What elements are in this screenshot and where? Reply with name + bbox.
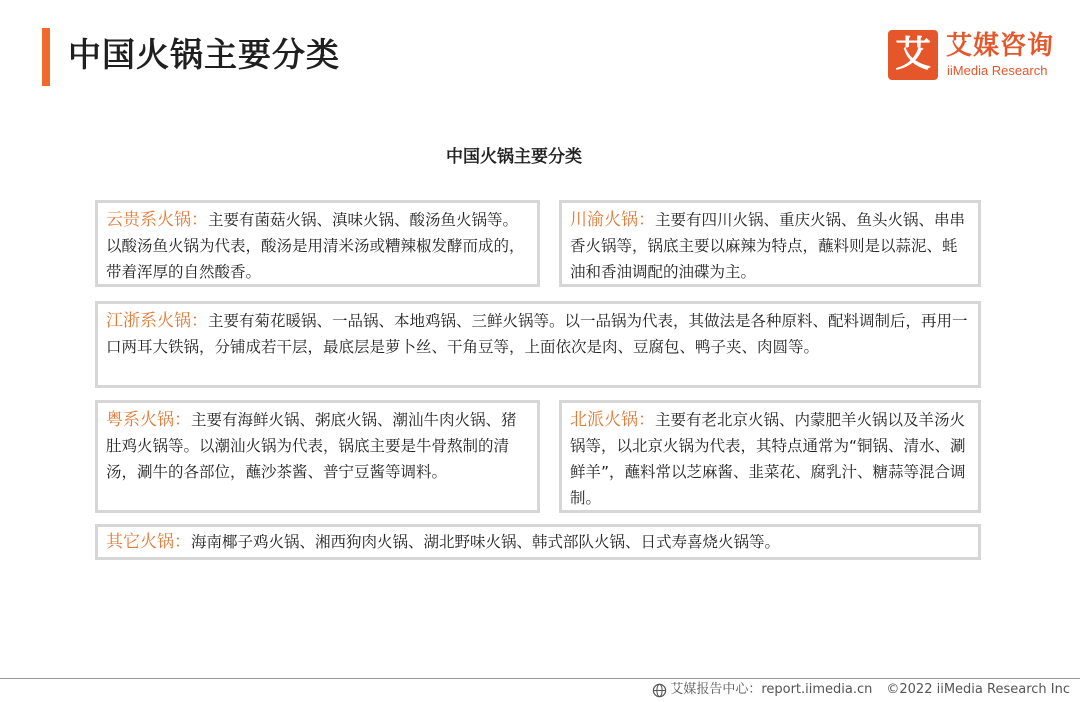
logo-chinese-name: 艾媒咨询 — [946, 31, 1055, 61]
category-label: 北派火锅： — [570, 410, 655, 430]
globe-icon — [652, 683, 667, 698]
category-box-chuanyu — [559, 200, 981, 287]
category-box-yue — [95, 400, 540, 513]
footer — [652, 680, 1070, 700]
category-text: 主要有四川火锅、重庆火锅、鱼头火锅、串串香火锅等，锅底主要以麻辣为特点，蘸料则是以蒜泥、蚝油和香油调配的油碟为主。 — [570, 211, 966, 281]
category-label: 其它火锅： — [106, 532, 191, 552]
category-label: 川渝火锅： — [570, 210, 655, 230]
iimedia-logo — [888, 30, 1063, 80]
title-accent-bar — [42, 28, 50, 86]
category-box-jiangzhe — [95, 301, 981, 388]
category-label: 粤系火锅： — [106, 410, 191, 430]
footer-copyright: ©2022 iiMedia Research Inc — [886, 682, 1070, 697]
page-title: 中国火锅主要分类 — [68, 35, 340, 74]
category-text: 主要有菌菇火锅、滇味火锅、酸汤鱼火锅等。以酸汤鱼火锅为代表，酸汤是用清米汤或糟辣椒发酵而成的，带着浑厚的自然酸香。 — [106, 211, 525, 281]
logo-english-name: iiMedia Research — [947, 63, 1048, 78]
category-box-yungui — [95, 200, 540, 287]
logo-mark-icon: 艾 — [888, 30, 938, 80]
category-text: 海南椰子鸡火锅、湘西狗肉火锅、湖北野味火锅、韩式部队火锅、日式寿喜烧火锅等。 — [191, 533, 781, 551]
category-text: 主要有老北京火锅、内蒙肥羊火锅以及羊汤火锅等，以北京火锅为代表，其特点通常为“铜锅、清水、涮鲜羊”，蘸料常以芝麻酱、韭菜花、腐乳汁、糖蒜等混合调制。 — [570, 411, 966, 507]
category-box-beipai — [559, 400, 981, 513]
category-text: 主要有菊花暖锅、一品锅、本地鸡锅、三鲜火锅等。以一品锅为代表，其做法是各种原料、配料调制后，再用一口两耳大铁锅，分铺成若干层，最底层是萝卜丝、干角豆等，上面依次是肉、豆腐包、鸭子夹、肉圆等。 — [106, 312, 968, 356]
content-title: 中国火锅主要分类 — [446, 147, 582, 167]
category-box-other — [95, 524, 981, 560]
category-label: 云贵系火锅： — [106, 210, 208, 230]
category-label: 江浙系火锅： — [106, 311, 208, 331]
footer-source: 艾媒报告中心：report.iimedia.cn — [670, 682, 873, 697]
category-text: 主要有海鲜火锅、粥底火锅、潮汕牛肉火锅、猪肚鸡火锅等。以潮汕火锅为代表，锅底主要是牛骨熬制的清汤，涮牛的各部位，蘸沙茶酱、普宁豆酱等调料。 — [106, 411, 517, 481]
footer-divider — [0, 678, 1080, 679]
